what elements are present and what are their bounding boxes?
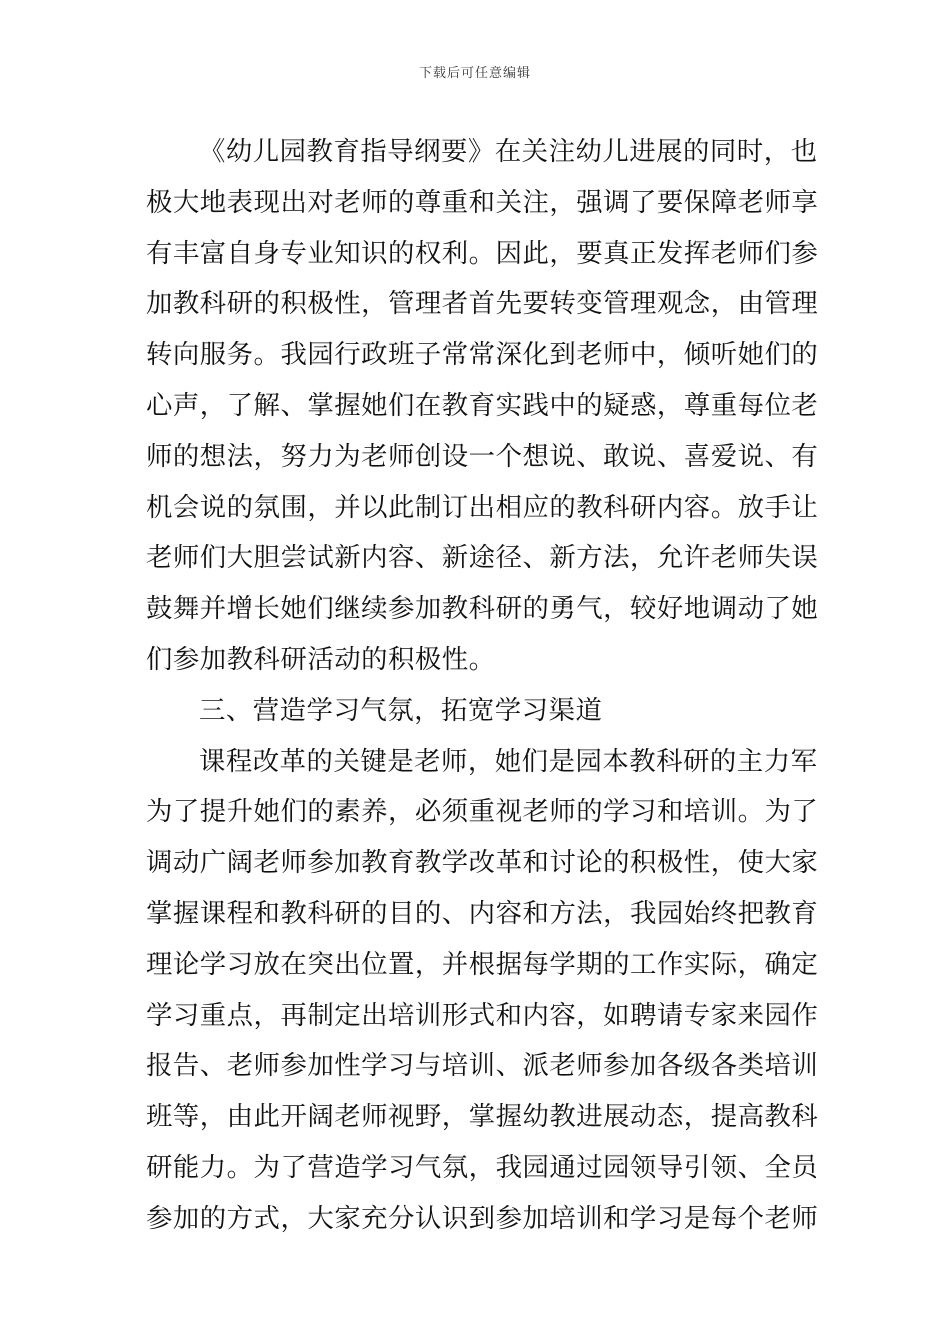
- paragraph-2-line-3: 调动广阔老师参加教育教学改革和讨论的积极性，使大家: [146, 847, 819, 879]
- paragraph-1-line-10: 鼓舞并增长她们继续参加教科研的勇气，较好地调动了她: [146, 593, 819, 625]
- paragraph-1-line-6: 心声，了解、掌握她们在教育实践中的疑惑，尊重每位老: [146, 389, 819, 421]
- document-body: [146, 127, 819, 1245]
- paragraph-1-line-2: 极大地表现出对老师的尊重和关注，强调了要保障老师享: [146, 186, 819, 218]
- paragraph-2-line-2: 为了提升她们的素养，必须重视老师的学习和培训。为了: [146, 796, 819, 828]
- paragraph-1-line-8: 机会说的氛围，并以此制订出相应的教科研内容。放手让: [146, 491, 819, 523]
- paragraph-1-line-1: 《幼儿园教育指导纲要》在关注幼儿进展的同时，也: [199, 136, 818, 167]
- paragraph-2-line-7: 报告、老师参加性学习与培训、派老师参加各级各类培训: [146, 1050, 819, 1082]
- paragraph-2-line-4: 掌握课程和教科研的目的、内容和方法，我园始终把教育: [146, 897, 819, 929]
- paragraph-1-line-3: 有丰富自身专业知识的权利。因此，要真正发挥老师们参: [146, 237, 819, 269]
- paragraph-1-line-4: 加教科研的积极性，管理者首先要转变管理观念，由管理: [146, 288, 819, 320]
- paragraph-2-line-6: 学习重点，再制定出培训形式和内容，如聘请专家来园作: [146, 999, 819, 1031]
- paragraph-1-line-9: 老师们大胆尝试新内容、新途径、新方法，允许老师失误: [146, 542, 819, 574]
- paragraph-2-line-8: 班等，由此开阔老师视野，掌握幼教进展动态，提高教科: [146, 1101, 819, 1133]
- paragraph-2-line-9: 研能力。为了营造学习气氛，我园通过园领导引领、全员: [146, 1151, 819, 1183]
- paragraph-2-line-10: 参加的方式，大家充分认识到参加培训和学习是每个老师: [146, 1202, 819, 1234]
- paragraph-1-line-7: 师的想法，努力为老师创设一个想说、敢说、喜爱说、有: [146, 440, 819, 472]
- paragraph-1-line-5: 转向服务。我园行政班子常常深化到老师中，倾听她们的: [146, 339, 819, 371]
- section-heading: 三、营造学习气氛，拓宽学习渠道: [199, 694, 603, 726]
- paragraph-2-line-1: 课程改革的关键是老师，她们是园本教科研的主力军: [199, 745, 818, 777]
- paragraph-1-line-11: 们参加教科研活动的积极性。: [146, 643, 496, 675]
- paragraph-2-line-5: 理论学习放在突出位置，并根据每学期的工作实际，确定: [146, 948, 819, 980]
- page-header: 下载后可任意编辑: [418, 66, 531, 81]
